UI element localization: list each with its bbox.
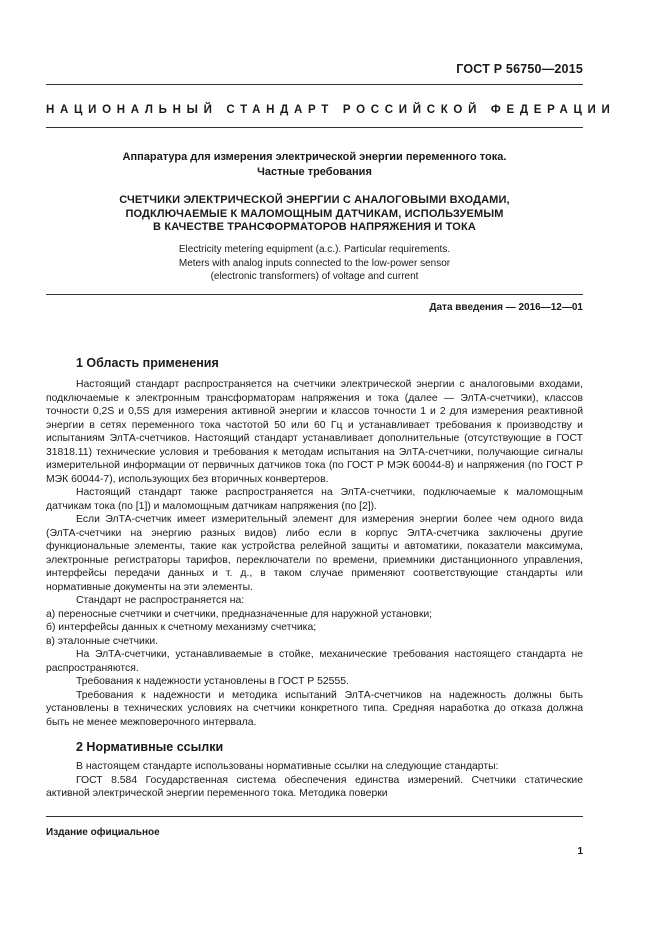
english-title-line: Meters with analog inputs connected to the low-power sensor xyxy=(178,257,451,269)
paragraph: Настоящий стандарт распространяется на счетчики электрической энергии с аналоговыми входами, подключаемые к электронным трансформаторам напряжения и тока (далее — ЭлТА-счетчики), классов точности 0,2S и 0,5S для измерения активной энергии и классов точности 1 и 2 для измерения реактивной энергии в сетях переменного тока частотой 50 или 60 Гц и устанавливает требования к производству и испытаниям ЭлТА-счетчиков. Настоящий стандарт устанавливает дополнительные (отсутствующие в ГОСТ 31818.11) технические условия и требования к методам испытания на ЭлТА-счетчики, получающие сигналы измерительной информации от первичных датчиков тока (по ГОСТ Р МЭК 60044-8) и напряжения (по ГОСТ Р МЭК 60044-7), использующих без вторичных конвертеров. xyxy=(46,379,583,485)
subject-line: Частные требования xyxy=(257,166,372,178)
document-subject xyxy=(46,150,583,180)
paragraph: ГОСТ 8.584 Государственная система обеспечения единства измерений. Счетчики статические активной электрической энергии переменного тока. Методика поверки xyxy=(46,774,583,799)
title-line: В КАЧЕСТВЕ ТРАНСФОРМАТОРОВ НАПРЯЖЕНИЯ И ТОКА xyxy=(153,221,476,233)
section-2-body xyxy=(46,760,583,801)
subject-line: Аппаратура для измерения электрической энергии переменного тока. xyxy=(122,151,507,163)
document-title xyxy=(46,194,583,235)
title-line: ПОДКЛЮЧАЕМЫЕ К МАЛОМОЩНЫМ ДАТЧИКАМ, ИСПОЛЬЗУЕМЫМ xyxy=(125,207,504,220)
list-item: а) переносные счетчики и счетчики, предназначенные для наружной установки; xyxy=(46,608,433,620)
paragraph: Требования к надежности и методика испытаний ЭлТА-счетчиков на надежность должны быть установлены в технических условиях на счетчики конкретного типа. Средняя наработка до отказа должна быть не менее межповерочного интервала. xyxy=(46,689,583,728)
english-title-line: Electricity metering equipment (a.c.). Particular requirements. xyxy=(178,244,451,255)
list-item: б) интерфейсы данных к счетному механизму счетчика; xyxy=(46,622,317,633)
list-item: в) эталонные счетчики. xyxy=(46,635,159,647)
header-rule-bottom xyxy=(46,127,583,128)
title-line: СЧЕТЧИКИ ЭЛЕКТРИЧЕСКОЙ ЭНЕРГИИ С АНАЛОГОВЫМИ ВХОДАМИ, xyxy=(119,194,510,206)
english-title xyxy=(46,243,583,284)
footer-rule xyxy=(46,816,583,817)
header-rule-top xyxy=(46,84,583,85)
paragraph: Стандарт не распространяется на: xyxy=(76,595,245,606)
section-1-body xyxy=(46,378,583,729)
page-number: 1 xyxy=(577,846,583,857)
edition-label: Издание официальное xyxy=(46,827,160,838)
national-standard-title: НАЦИОНАЛЬНЫЙ СТАНДАРТ РОССИЙСКОЙ ФЕДЕРАЦИИ xyxy=(46,104,616,116)
section-2-heading: 2 Нормативные ссылки xyxy=(76,740,224,754)
introduction-date: Дата введения — 2016—12—01 xyxy=(429,302,583,313)
english-title-line: (electronic transformers) of voltage and current xyxy=(210,271,419,282)
section-1-heading: 1 Область применения xyxy=(76,356,219,370)
paragraph: В настоящем стандарте использованы нормативные ссылки на следующие стандарты: xyxy=(76,761,499,772)
paragraph: На ЭлТА-счетчики, устанавливаемые в стойке, механические требования настоящего стандарта не распространяются. xyxy=(46,649,583,674)
paragraph: Если ЭлТА-счетчик имеет измерительный элемент для измерения энергии более чем одного вида (ЭлТА-счетчики на энергию разных видов) либо если в корпус ЭлТА-счетчика заключены другие функциональные элементы, такие как устройства релейной защиты и автоматики, показатели максимума, электронные регистраторы тарифов, переключатели по времени, приемники дистанционного управления, интерфейсы передачи данных и т. д., в таком случае применяют соответствующие стандарты или нормативные документы на эти элементы. xyxy=(46,514,583,593)
paragraph: Требования к надежности установлены в ГОСТ Р 52555. xyxy=(76,676,349,687)
standard-id: ГОСТ Р 56750—2015 xyxy=(456,62,583,76)
title-rule xyxy=(46,294,583,295)
paragraph: Настоящий стандарт также распространяется на ЭлТА-счетчики, подключаемые к маломощным датчикам тока (по [1]) и маломощным датчикам напряжения (по [2]). xyxy=(46,487,583,512)
